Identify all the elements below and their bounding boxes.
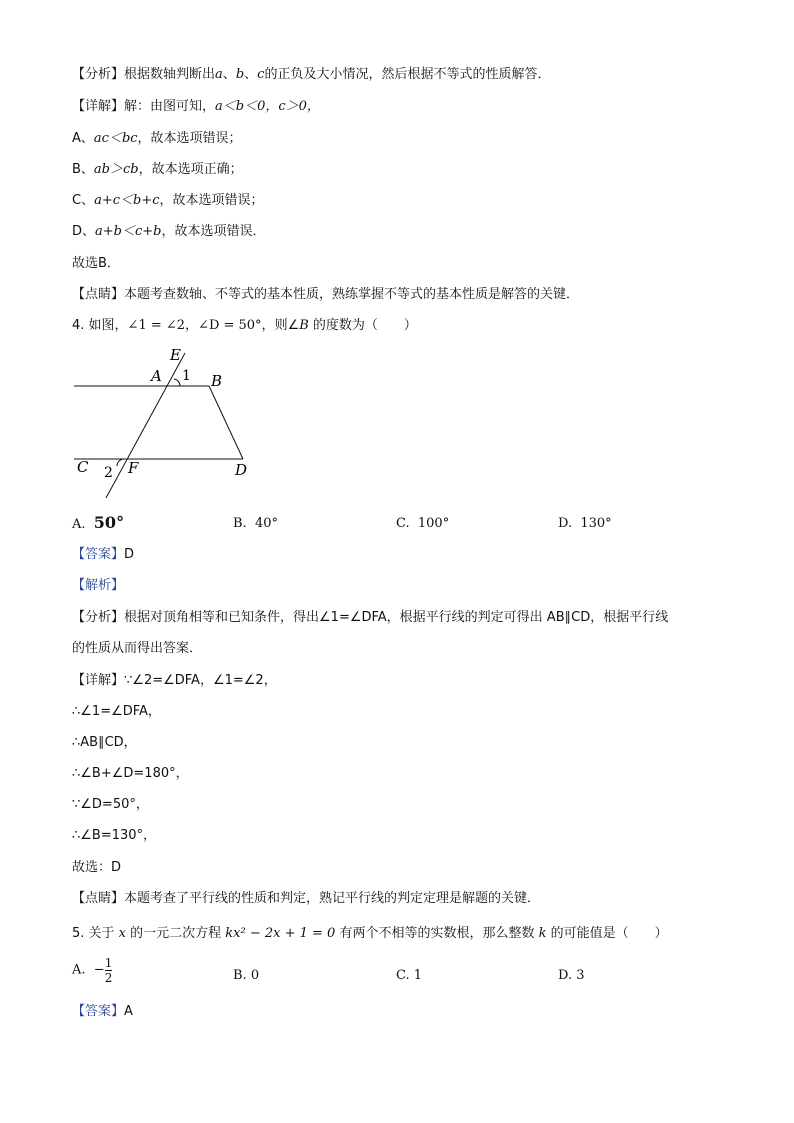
label-b: B <box>211 372 223 390</box>
option-value: 130° <box>580 516 612 531</box>
option-letter: A. <box>72 517 86 532</box>
option-text: ，故本选项错误． <box>161 224 266 239</box>
option-expr: a+c＜b+c <box>94 193 160 208</box>
proof-step: ∵∠2=∠DFA，∠1=∠2， <box>124 673 277 688</box>
option-sign: − <box>93 962 105 978</box>
prev-choose: 故选B． <box>72 256 120 271</box>
analysis-text: 根据对顶角相等和已知条件，得出∠1=∠DFA，根据平行线的判定可得出 AB∥CD，根据平行线 <box>124 610 669 625</box>
q5-option-a <box>72 956 112 985</box>
fraction-numerator: 1 <box>104 956 113 970</box>
option-letter: A、 <box>72 131 94 146</box>
label-c: C <box>77 458 89 476</box>
angle-1-arc <box>174 379 180 386</box>
q4-detail <box>72 672 277 690</box>
option-expr: ac＜bc <box>93 131 138 146</box>
option-value: 100° <box>417 516 450 531</box>
option-letter: C、 <box>72 193 95 208</box>
option-letter: C. <box>396 516 410 531</box>
option-letter: B. <box>233 968 247 983</box>
q4-step-4: ∴∠B+∠D=180°， <box>72 766 189 781</box>
option-text: ，故本选项错误； <box>159 193 264 208</box>
option-expr: a+b＜c+b <box>95 224 162 239</box>
q4-answer <box>72 546 134 564</box>
q4-ask-var: B <box>299 318 309 333</box>
option-text: ，故本选项正确； <box>138 162 243 177</box>
option-letter: D. <box>558 516 573 531</box>
option-value: 3 <box>576 968 585 983</box>
option-fraction <box>105 956 113 985</box>
var-x: x <box>118 926 127 941</box>
angle-2-arc <box>117 459 124 466</box>
answer-tag: 【答案】 <box>72 547 125 562</box>
q4-choose: 故选：D <box>72 860 122 875</box>
q4-dianjing <box>72 890 540 908</box>
detail-tag: 【详解】 <box>72 673 125 688</box>
dianjing-text: 本题考查了平行线的性质和判定，熟记平行线的判定定理是解题的关键． <box>124 891 541 906</box>
q5-number: 5. 关于 <box>72 926 119 941</box>
q4-given-2: ∠D = 50°， <box>198 318 275 333</box>
q4-step-6: ∴∠B=130°， <box>72 828 157 843</box>
q4-option-c <box>396 515 449 533</box>
label-2: 2 <box>104 465 113 481</box>
option-letter: B、 <box>72 162 94 177</box>
var-b: b <box>235 67 245 82</box>
q4-option-d <box>558 515 612 533</box>
q5-text: 的一元二次方程 <box>126 926 226 941</box>
q4-given-1: ∠1 = ∠2， <box>127 318 199 333</box>
label-e: E <box>170 346 181 364</box>
answer-value: A <box>124 1004 133 1019</box>
q5-option-b <box>233 967 259 985</box>
q4-analysis-2: 的性质从而得出答案． <box>72 641 203 656</box>
option-value: 0 <box>250 968 260 983</box>
label-1: 1 <box>182 368 191 384</box>
q5-option-c <box>396 967 422 985</box>
line-bd <box>209 386 243 459</box>
analysis-text: 的正负及大小情况，然后根据不等式的性质解答． <box>264 67 551 82</box>
analysis-text: 根据数轴判断出 <box>124 67 216 82</box>
q5-text: 有两个不相等的实数根，那么整数 <box>335 926 539 941</box>
label-a: A <box>151 367 162 385</box>
q4-step-2: ∴∠1=∠DFA， <box>72 704 161 719</box>
q4-option-a <box>72 514 124 534</box>
var-a: a <box>215 67 223 82</box>
q4-ask-tail: 的度数为（ ） <box>308 318 417 333</box>
sep: 、 <box>222 67 236 82</box>
label-d: D <box>235 461 248 479</box>
option-letter: C. <box>396 968 410 983</box>
answer-value: D <box>124 547 135 562</box>
option-letter: D. <box>558 968 573 983</box>
answer-tag: 【答案】 <box>72 1004 125 1019</box>
q5-option-d <box>558 967 585 985</box>
option-value: 1 <box>413 968 423 983</box>
dianjing-tag: 【点睛】 <box>72 287 125 302</box>
q5-answer <box>72 1003 133 1021</box>
dianjing-tag: 【点睛】 <box>72 891 125 906</box>
q4-step-5: ∵∠D=50°， <box>72 797 149 812</box>
detail-expr: a＜b＜0，c＞0， <box>215 99 320 114</box>
label-f: F <box>128 459 139 477</box>
option-expr: ab＞cb <box>93 162 139 177</box>
option-letter: B. <box>233 516 247 531</box>
var-c: c <box>257 67 265 82</box>
option-value: 50° <box>93 513 125 532</box>
q4-jiexi-tag: 【解析】 <box>72 578 125 593</box>
q4-number: 4. 如图， <box>72 318 128 333</box>
analysis-tag: 【分析】 <box>72 610 125 625</box>
option-value: 40° <box>254 516 278 531</box>
var-k: k <box>538 926 547 941</box>
analysis-tag: 【分析】 <box>72 67 125 82</box>
sep: 、 <box>244 67 258 82</box>
detail-text: 解：由图可知， <box>124 99 216 114</box>
line-ef <box>106 353 185 498</box>
q4-analysis-1 <box>72 609 668 627</box>
dianjing-text: 本题考查数轴、不等式的基本性质，熟练掌握不等式的基本性质是解答的关键． <box>124 287 580 302</box>
option-letter: D、 <box>72 224 96 239</box>
fraction-denominator: 2 <box>104 971 113 985</box>
q4-option-b <box>233 515 278 533</box>
option-letter: A. <box>72 962 86 978</box>
q5-stem <box>72 925 668 943</box>
q5-text: 的可能值是（ ） <box>546 926 668 941</box>
detail-tag: 【详解】 <box>72 99 125 114</box>
q4-ask: 则∠ <box>274 318 300 333</box>
option-text: ，故本选项错误； <box>137 131 242 146</box>
q4-step-3: ∴AB∥CD， <box>72 735 137 750</box>
q5-equation: kx² − 2x + 1 = 0 <box>225 926 336 941</box>
